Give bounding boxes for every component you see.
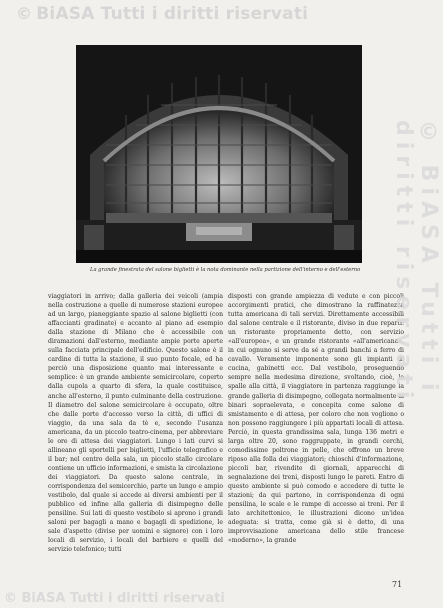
paragraph-left: viaggiatori in arrivo; dalla galleria dei veicoli (ampia nella costruzione a quelle di numerose stazioni europee ad un largo, pianeggiante spazio al salone biglietti (con affaccianti gradinate) e accanto al piano ad esempio dalla stazione di Milano che è accessibile con diramazioni dall'esterno, mediante ampie porte aperte sulla facciata principale dell'edificio. Questo salone è il cardine di tutta la stazione, il suo punto focale, ed ha perciò una disposizione quanto mai interessante e semplice: è un grande ambiente semicircolare, coperto dalla cupola a quarto di sfera, la quale costituisce, anche all'esterno, il punto culminante della costruzione. Il diametro del salone semicircolare è occupato, oltre che dalle porte d'accesso verso la città, di uffici di viaggio, da una sala da tè e, secondo l'usanza americana, da un piccolo teatro-cinema, per abbreviare le ore di attesa dei viaggiatori. Lungo i lati curvi si allineano gli sportelli per biglietti, l'ufficio telegrafico e il bar; nel centro della sala, un piccolo stallo circolare contiene un ufficio informazioni, e smista la circolazione dei viaggiatori. Da questo salone centrale, in corrispondenza del semicerchio, parte un lungo e ampio vestibolo, dal quale si accede ai diversi ambienti per il pubblico ed infine alla galleria di disimpegno delle pensiline. Sui lati di questo vestibolo si aprono i grandi saloni per bagagli a mano e bagagli di spedizione, le sale d'aspetto (divise per uomini e signore) con i loro locali di servizio, i locali del barbiere e quelli del servizio telefonico; tutti <box>48 293 223 554</box>
station-hall-illustration <box>76 45 362 263</box>
copyright-icon: © <box>16 4 33 23</box>
paragraph-right: disposti con grande ampiezza di vedute e con piccoli accorgimenti pratici, che dimostrano la raffinatezza tutta americana di tali servizi. Direttamente accessibili dal salone centrale e il ristorante, diviso in due reparti: un ristorante propriamente detto, con servizio «all'europea», e un grande ristorante «all'americana», in cui ognuno si serve da sé a grandi banchi a ferro di cavallo. Veramente imponente sono gli impianti di cucina, gabinetti ecc. Dal vestibolo, proseguendo sempre nella medesima direzione, svoltando, cioè, le spalle alla città, il viaggiatore in partenza raggiunge la grande galleria di disimpegno, collegata normalmente ai binari sopraelevata, e concepita come salone di smistamento e di attesa, per coloro che non vogliono o non possono raggiungere i più appartati locali di attesa. Perciò, in questa grandissima sala, lunga 136 metri e larga oltre 20, sono raggruppate, in grandi cerchi, comodissime poltrone in pelle, che offrono un breve riposo alla folla dei viaggiatori; chioschi d'informazione, piccoli bar, rivendite di giornali, apparecchi di segnalazione dei treni, disposti lungo le pareti. Entro di questo ambiente si può comodo e accedere di tutte le stazioni; da qui partono, in corrispondenza di ogni pensilina, le scale e le rampe di accesso ai treni. Per il lato architettonico, le illustrazioni dicono un'idea adeguata: si tratta, come già si è detto, di una improvvisazione americana dello stile francese «moderno», la grande <box>228 293 404 545</box>
watermark-side: © BiASA Tutti i diritti riservati <box>391 120 441 405</box>
text-column-left <box>48 292 223 554</box>
photo-caption: La grande finestrata del salone biglietti è la nota dominante nella partizione dell'interno e dell'esterno <box>90 267 361 273</box>
text-column-right <box>228 292 404 545</box>
watermark-header <box>16 4 308 24</box>
page-number: 71 <box>392 580 403 589</box>
station-hall-photo <box>76 45 362 263</box>
watermark-bottom: © BiASA Tutti i diritti riservati <box>4 591 225 606</box>
watermark-header-text: BiASA Tutti i diritti riservati <box>36 4 309 24</box>
